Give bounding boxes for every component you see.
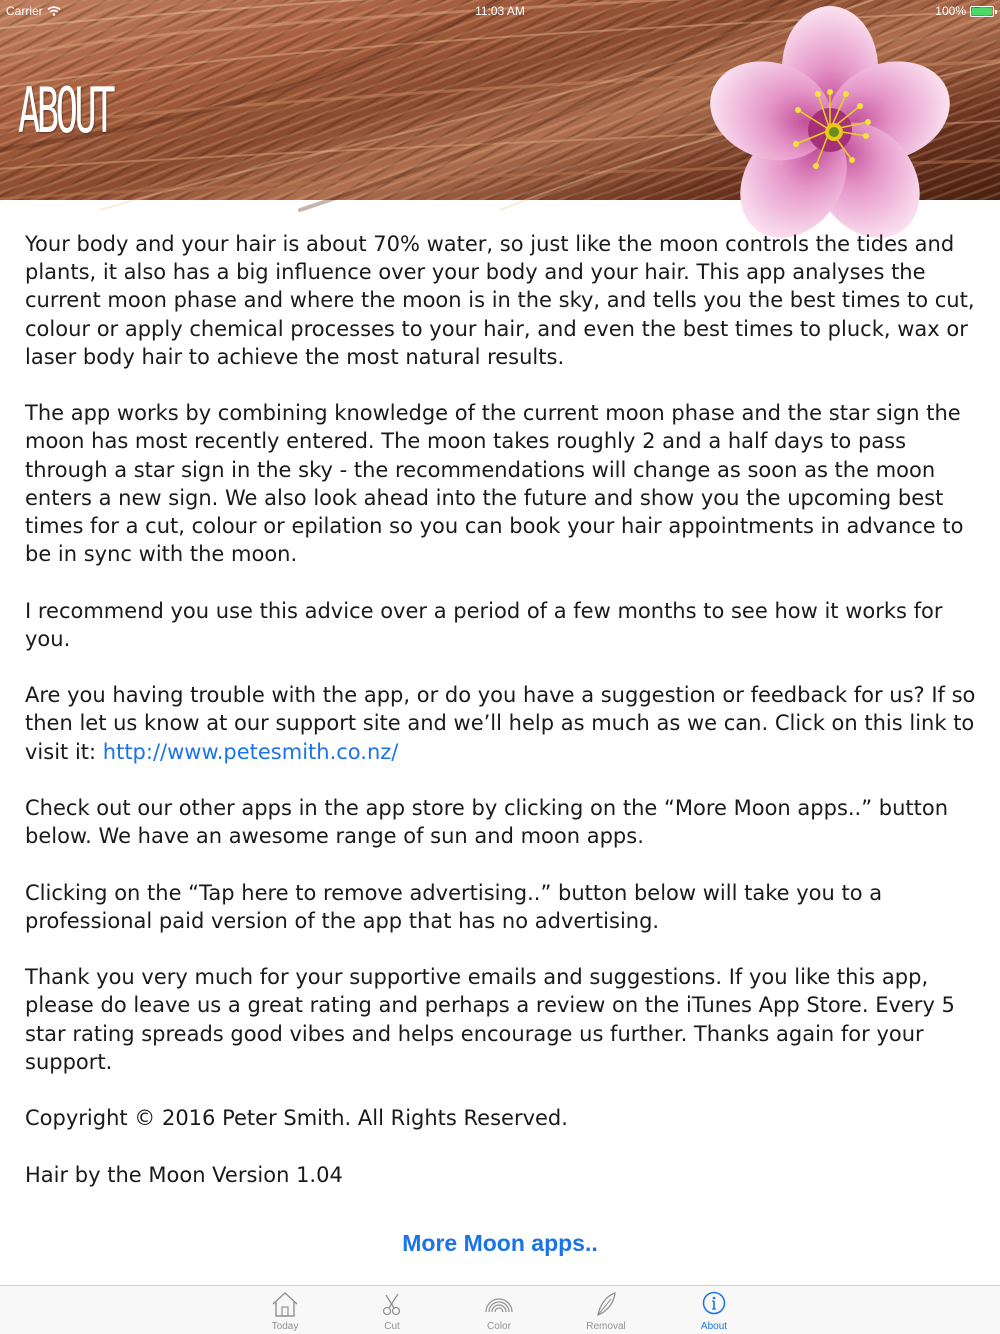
rainbow-icon — [484, 1290, 514, 1318]
support-text: Are you having trouble with the app, or do you have a suggestion or feedback for us? If so then let us know at our support site and we’ll help as much as we can. Click on this link to visit it: — [25, 683, 976, 764]
tab-bar — [0, 1285, 1000, 1334]
paragraph-thanks: Thank you very much for your supportive emails and suggestions. If you like this app, please do leave us a great rating and perhaps a review on the iTunes App Store. Every 5 star rating spreads good vibes and helps encourage us further. Thanks again for your support. — [25, 965, 955, 1074]
about-text — [25, 230, 980, 1187]
paragraph-other-apps: Check out our other apps in the app store by clicking on the “More Moon apps..” button below. We have an awesome range of sun and moon apps. — [25, 796, 949, 849]
support-link[interactable]: http://www.petesmith.co.nz/ — [102, 739, 399, 764]
info-icon — [699, 1290, 729, 1318]
tab-removal-label: Removal — [586, 1321, 626, 1332]
more-moon-apps-button[interactable]: More Moon apps.. — [0, 1230, 1000, 1257]
tab-cut[interactable] — [352, 1290, 432, 1334]
feather-icon — [591, 1290, 621, 1318]
copyright-text: Copyright © 2016 Peter Smith. All Rights Reserved. — [25, 1106, 568, 1131]
header-banner — [0, 0, 1000, 200]
tab-color-label: Color — [487, 1321, 511, 1332]
version-text: Hair by the Moon Version 1.04 — [25, 1162, 343, 1187]
page-title: ABOUT — [18, 74, 112, 147]
paragraph-how-it-works: The app works by combining knowledge of the current moon phase and the star sign the moon has most recently entered. The moon takes roughly 2 and a half days to pass through a star sign in the sky - the recommendations will change as soon as the moon enters a new sign. We also look ahead into the future and show you the upcoming best times for a cut, colour or epilation so you can book your hair appointments in advance to be in sync with the moon. — [25, 401, 964, 567]
tab-about-label: About — [700, 1321, 728, 1332]
status-time: 11:03 AM — [475, 4, 525, 18]
tab-color[interactable] — [459, 1290, 539, 1334]
tab-about[interactable] — [674, 1290, 754, 1334]
paragraph-remove-ads: Clicking on the “Tap here to remove advertising..” button below will take you to a professional paid version of the app that has no advertising. — [25, 880, 883, 933]
tab-cut-label: Cut — [384, 1321, 400, 1332]
tab-today[interactable] — [245, 1290, 325, 1334]
tab-today-label: Today — [271, 1321, 299, 1332]
cherry-blossom-image — [680, 10, 980, 210]
tab-removal[interactable] — [566, 1290, 646, 1334]
house-icon — [270, 1290, 300, 1318]
battery-percent: 100% — [935, 4, 966, 18]
paragraph-recommendation: I recommend you use this advice over a period of a few months to see how it works for you. — [25, 598, 943, 651]
carrier-label: Carrier — [6, 4, 43, 18]
paragraph-support — [25, 681, 980, 766]
paragraph-intro: Your body and your hair is about 70% water, so just like the moon controls the tides and plants, it also has a big influence over your body and your hair. This app analyses the current moon phase and where the moon is in the sky, and tells you the best times to cut, colour or apply chemical processes to your hair, and even the best times to pluck, wax or laser body hair to achieve the most natural results. — [25, 232, 975, 369]
scissors-icon — [377, 1290, 407, 1318]
